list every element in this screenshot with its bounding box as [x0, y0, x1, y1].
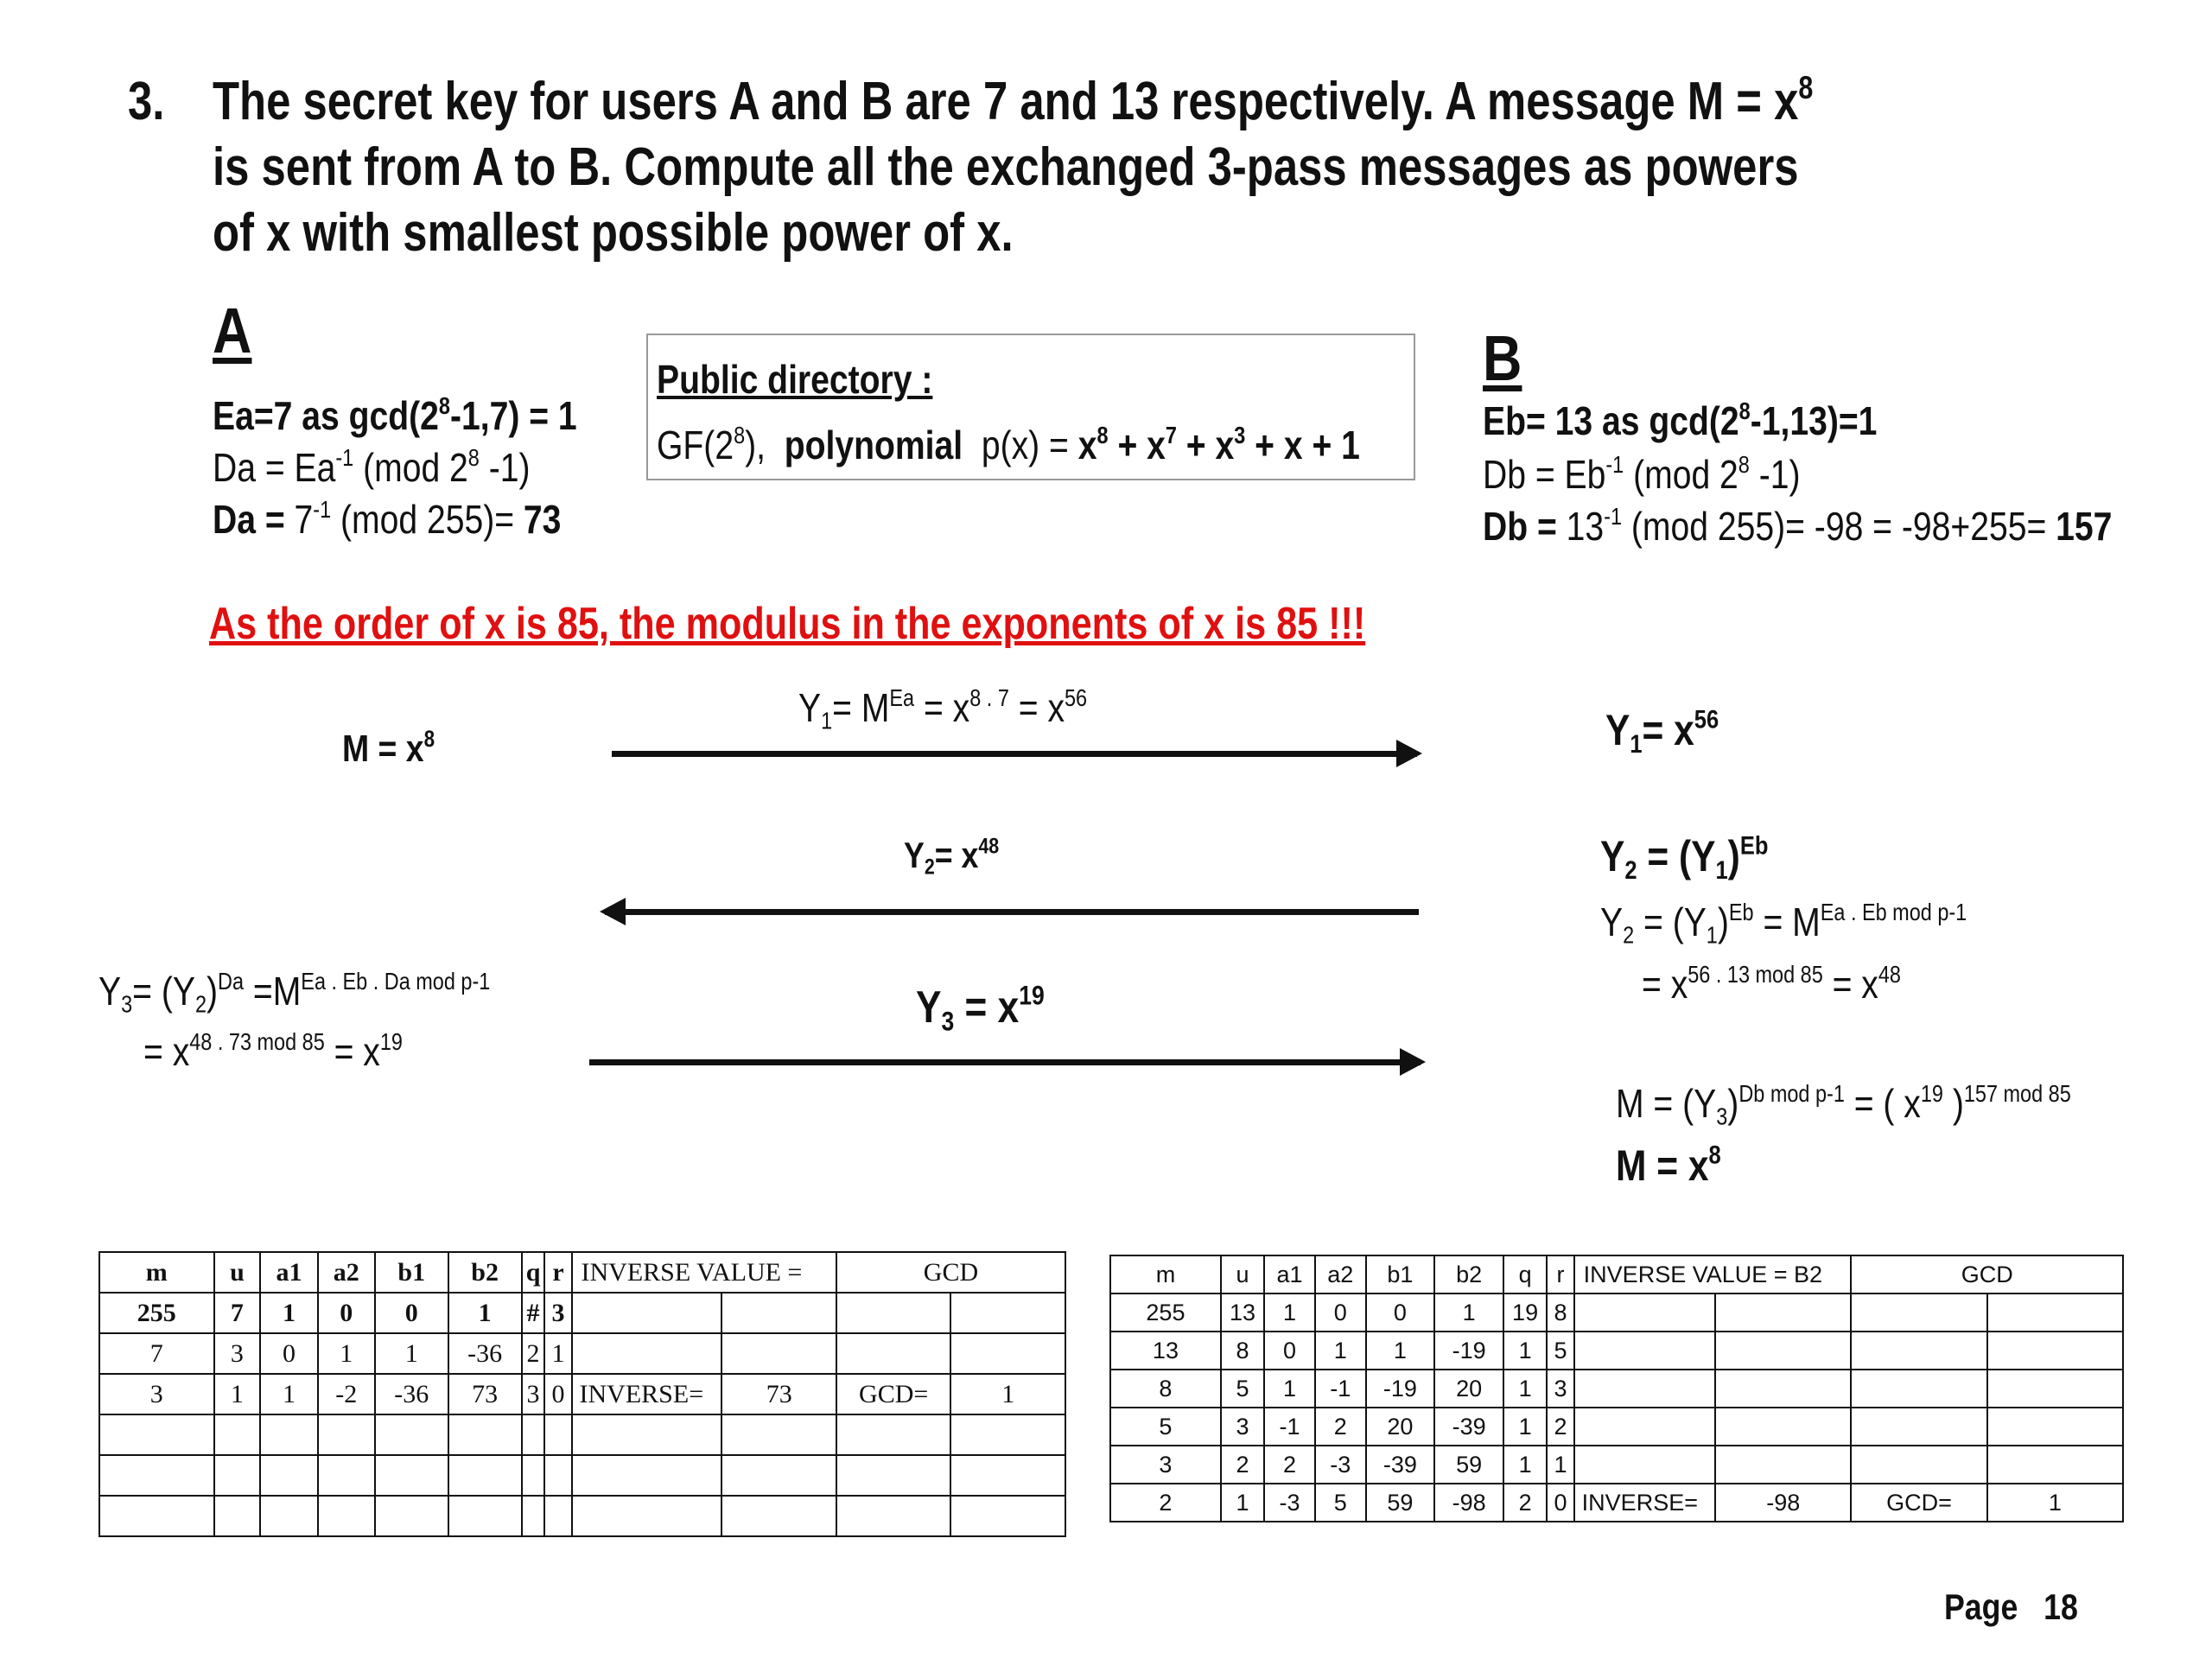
table-cell: 73 — [448, 1374, 522, 1414]
table-cell: 1 — [544, 1333, 571, 1374]
arrow-a-to-b-2 — [589, 1059, 1421, 1065]
table-cell — [572, 1293, 722, 1333]
page-number: Page 18 — [1944, 1586, 2078, 1627]
table-cell — [572, 1455, 722, 1496]
table-cell — [1851, 1332, 1986, 1370]
table-cell: 1 — [1315, 1332, 1366, 1370]
table-cell: 8 — [1221, 1332, 1264, 1370]
m-recovery: $M = (Y_3)^{Db mod p-1}$ = ( $x^{19}$ )$^{157 mod 85}$ — [1616, 1080, 2071, 1130]
table-cell: -19 — [1366, 1370, 1435, 1408]
table-header: INVERSE VALUE = — [572, 1252, 836, 1293]
table-cell — [1715, 1294, 1851, 1332]
table-cell — [836, 1293, 951, 1333]
table-cell: 3 — [544, 1293, 571, 1333]
table-cell — [375, 1455, 448, 1496]
y2-arrow-label: $Y_2= x^{48}$ — [904, 834, 1000, 880]
table-cell — [522, 1496, 545, 1536]
arrow-a-to-b-1 — [612, 751, 1417, 757]
table-cell — [1574, 1370, 1716, 1408]
table-header: b1 — [1366, 1255, 1435, 1294]
table-row — [1110, 1484, 2123, 1522]
y3-def: $Y_3= (Y_2)^{Da} =M^{Ea . Eb . Da mod p-1}$ — [99, 968, 491, 1018]
inverse-table-b — [1109, 1255, 2124, 1522]
table-cell: 19 — [1503, 1294, 1547, 1332]
table-cell: -19 — [1434, 1332, 1503, 1370]
question-line-1: The secret key for users A and B are 7 and 13 respectively. A message $M = x^8$ — [213, 68, 1814, 131]
table-cell: 13 — [1110, 1332, 1221, 1370]
table-row — [99, 1374, 1065, 1414]
y1-received: $Y_1= x^{56}$ — [1605, 705, 1719, 759]
table-cell — [544, 1455, 571, 1496]
table-cell — [522, 1414, 545, 1455]
table-cell: -2 — [318, 1374, 375, 1414]
table-cell: -98 — [1434, 1484, 1503, 1522]
table-row — [1110, 1446, 2123, 1484]
table-cell: 255 — [1110, 1294, 1221, 1332]
party-a-label: A — [213, 295, 252, 366]
table-cell: 2 — [1503, 1484, 1547, 1522]
table-header: u — [1221, 1255, 1264, 1294]
table-cell — [1851, 1446, 1986, 1484]
table-cell: -39 — [1434, 1408, 1503, 1446]
table-cell: 3 — [1547, 1370, 1573, 1408]
table-cell — [1987, 1294, 2123, 1332]
table-cell: 1 — [260, 1374, 317, 1414]
table-cell: 2 — [522, 1333, 545, 1374]
table-cell — [1574, 1446, 1716, 1484]
table-cell: 3 — [522, 1374, 545, 1414]
table-cell — [1574, 1294, 1716, 1332]
table-cell: 1 — [214, 1374, 261, 1414]
table-cell: 73 — [721, 1374, 836, 1414]
table-cell: 2 — [1264, 1446, 1315, 1484]
table-cell — [950, 1455, 1065, 1496]
table-header: r — [544, 1252, 571, 1293]
public-directory-polynomial: $GF(2^8)$, polynomial $p(x) = x^8 + x^7 + x^3 + x + 1$ — [657, 422, 1360, 467]
table-cell: 3 — [214, 1333, 261, 1374]
table-cell — [375, 1414, 448, 1455]
table-cell: 1 — [1547, 1446, 1573, 1484]
table-cell — [99, 1414, 214, 1455]
table-cell — [572, 1333, 722, 1374]
table-cell — [260, 1414, 317, 1455]
table-cell: INVERSE= — [1574, 1484, 1716, 1522]
table-row — [99, 1333, 1065, 1374]
table-cell: 2 — [1110, 1484, 1221, 1522]
table-header: q — [1503, 1255, 1547, 1294]
table-cell: -1 — [1315, 1370, 1366, 1408]
y3-arrow-label: $Y_3 = x^{19}$ — [916, 980, 1045, 1037]
table-cell — [1715, 1408, 1851, 1446]
y2-def: $Y_2 = (Y_1)^{Eb}$ — [1600, 831, 1769, 885]
question-number: 3. — [128, 72, 165, 131]
table-cell: 1 — [1264, 1294, 1315, 1332]
table-header: a1 — [1264, 1255, 1315, 1294]
table-cell — [836, 1496, 951, 1536]
table-cell — [448, 1414, 522, 1455]
table-cell — [448, 1455, 522, 1496]
table-header: u — [214, 1252, 261, 1293]
table-cell: 1 — [1503, 1446, 1547, 1484]
table-cell: 255 — [99, 1293, 214, 1333]
table-header: q — [522, 1252, 545, 1293]
table-cell — [836, 1333, 951, 1374]
table-row — [99, 1414, 1065, 1455]
table-cell: -36 — [375, 1374, 448, 1414]
message-m: $M = x^8$ — [342, 725, 435, 770]
table-cell: -3 — [1315, 1446, 1366, 1484]
table-cell — [544, 1496, 571, 1536]
table-header: b2 — [1434, 1255, 1503, 1294]
table-cell: 1 — [318, 1333, 375, 1374]
table-cell: 8 — [1110, 1370, 1221, 1408]
table-cell — [260, 1455, 317, 1496]
table-cell: 7 — [214, 1293, 261, 1333]
table-cell — [950, 1414, 1065, 1455]
table-cell: 1 — [1221, 1484, 1264, 1522]
table-header-row — [99, 1252, 1065, 1293]
table-cell — [448, 1496, 522, 1536]
table-cell: 2 — [1547, 1408, 1573, 1446]
table-cell: 2 — [1315, 1408, 1366, 1446]
table-cell: 1 — [1503, 1408, 1547, 1446]
table-cell — [99, 1496, 214, 1536]
table-cell: 3 — [1110, 1446, 1221, 1484]
table-cell: 5 — [1547, 1332, 1573, 1370]
table-cell — [318, 1414, 375, 1455]
table-cell — [950, 1333, 1065, 1374]
table-cell — [375, 1496, 448, 1536]
table-cell: 5 — [1110, 1408, 1221, 1446]
table-cell — [1987, 1446, 2123, 1484]
table-header: r — [1547, 1255, 1573, 1294]
table-cell — [214, 1455, 261, 1496]
table-cell: 1 — [950, 1374, 1065, 1414]
table-row — [1110, 1294, 2123, 1332]
party-a-da-def: $Da = Ea^{-1}$ (mod $2^8$ -1) — [213, 444, 531, 490]
y2-result: = $x^{56 . 13 mod 85} = x^{48}$ — [1642, 961, 1901, 1007]
table-cell — [836, 1414, 951, 1455]
table-cell: 1 — [1987, 1484, 2123, 1522]
table-cell — [99, 1455, 214, 1496]
table-cell: 1 — [1503, 1332, 1547, 1370]
table-cell — [572, 1496, 722, 1536]
table-cell: GCD= — [1851, 1484, 1986, 1522]
table-cell: 20 — [1366, 1408, 1435, 1446]
table-cell — [836, 1455, 951, 1496]
table-cell: 1 — [1366, 1332, 1435, 1370]
question-line-3: of x with smallest possible power of x. — [213, 203, 1014, 263]
table-cell: 0 — [1547, 1484, 1573, 1522]
table-cell: 59 — [1366, 1484, 1435, 1522]
table-row — [99, 1293, 1065, 1333]
table-cell: 0 — [1264, 1332, 1315, 1370]
table-header: GCD — [1851, 1255, 2123, 1294]
table-cell — [1574, 1408, 1716, 1446]
table-cell — [721, 1333, 836, 1374]
table-cell: -36 — [448, 1333, 522, 1374]
table-row — [1110, 1370, 2123, 1408]
table-cell — [1851, 1370, 1986, 1408]
table-cell — [318, 1455, 375, 1496]
party-a-ea: Ea=7 as $\gcd(2^8-1,7) = 1$ — [213, 392, 577, 438]
inverse-table-a — [99, 1251, 1066, 1537]
table-cell: 1 — [375, 1333, 448, 1374]
table-cell: -98 — [1715, 1484, 1851, 1522]
party-b-label: B — [1483, 322, 1522, 394]
table-cell: 1 — [260, 1293, 317, 1333]
table-cell: 0 — [375, 1293, 448, 1333]
table-header: a1 — [260, 1252, 317, 1293]
table-cell: 1 — [1434, 1294, 1503, 1332]
table-cell — [522, 1455, 545, 1496]
table-header: INVERSE VALUE = B2 — [1574, 1255, 1852, 1294]
table-cell — [721, 1293, 836, 1333]
table-header: b1 — [375, 1252, 448, 1293]
table-cell: 5 — [1221, 1370, 1264, 1408]
table-cell: 0 — [318, 1293, 375, 1333]
arrow-b-to-a — [605, 909, 1419, 915]
table-row — [1110, 1408, 2123, 1446]
table-cell: -3 — [1264, 1484, 1315, 1522]
table-cell: 8 — [1547, 1294, 1573, 1332]
table-row — [1110, 1332, 2123, 1370]
table-cell — [214, 1414, 261, 1455]
table-row — [99, 1496, 1065, 1536]
table-cell: # — [522, 1293, 545, 1333]
table-header: GCD — [836, 1252, 1065, 1293]
table-cell: 7 — [99, 1333, 214, 1374]
table-cell — [950, 1293, 1065, 1333]
table-cell: 13 — [1221, 1294, 1264, 1332]
table-cell — [721, 1496, 836, 1536]
table-cell — [318, 1496, 375, 1536]
table-cell — [260, 1496, 317, 1536]
table-header-row — [1110, 1255, 2123, 1294]
table-cell: 1 — [1503, 1370, 1547, 1408]
table-cell: 3 — [1221, 1408, 1264, 1446]
table-row — [99, 1455, 1065, 1496]
table-cell — [214, 1496, 261, 1536]
table-cell — [572, 1414, 722, 1455]
y2-derivation: $Y_2 = (Y_1)^{Eb} = M^{Ea . Eb mod p-1}$ — [1600, 899, 1967, 949]
table-cell: GCD= — [836, 1374, 951, 1414]
table-cell — [544, 1414, 571, 1455]
table-cell — [1715, 1446, 1851, 1484]
table-cell: 59 — [1434, 1446, 1503, 1484]
table-header: a2 — [1315, 1255, 1366, 1294]
table-cell: 0 — [1366, 1294, 1435, 1332]
table-cell: 2 — [1221, 1446, 1264, 1484]
table-cell — [1851, 1408, 1986, 1446]
table-cell: -39 — [1366, 1446, 1435, 1484]
table-cell — [1987, 1370, 2123, 1408]
table-cell — [721, 1455, 836, 1496]
table-cell: 0 — [1315, 1294, 1366, 1332]
table-cell: 1 — [1264, 1370, 1315, 1408]
table-cell: 0 — [544, 1374, 571, 1414]
table-cell: 5 — [1315, 1484, 1366, 1522]
table-cell — [1987, 1408, 2123, 1446]
table-cell — [1987, 1332, 2123, 1370]
table-cell: INVERSE= — [572, 1374, 722, 1414]
table-cell: 20 — [1434, 1370, 1503, 1408]
question-line-2: is sent from A to B. Compute all the exchanged 3-pass messages as powers — [213, 137, 1799, 197]
y1-arrow-label: $Y_1= M^{Ea} = x^{8 . 7} = x^{56}$ — [798, 684, 1088, 734]
table-cell — [950, 1496, 1065, 1536]
table-cell — [1715, 1332, 1851, 1370]
order-note: As the order of x is 85, the modulus in the exponents of x is 85 !!! — [209, 599, 1366, 649]
table-cell — [1574, 1332, 1716, 1370]
table-header: m — [1110, 1255, 1221, 1294]
table-cell — [721, 1414, 836, 1455]
table-cell: 1 — [448, 1293, 522, 1333]
party-b-db-value: $Db = 13^{-1}$ (mod 255)= -98 = -98+255= 157 — [1483, 503, 2113, 549]
table-header: a2 — [318, 1252, 375, 1293]
party-a-da-value: $Da = 7^{-1}$ (mod 255)= 73 — [213, 496, 562, 542]
table-cell: 0 — [260, 1333, 317, 1374]
table-cell: 3 — [99, 1374, 214, 1414]
table-cell — [1851, 1294, 1986, 1332]
table-header: b2 — [448, 1252, 522, 1293]
y3-result: = $x^{48 . 73 mod 85} = x^{19}$ — [143, 1028, 403, 1074]
party-b-eb: Eb= 13 as $\gcd(2^8-1,13)=1$ — [1483, 397, 1878, 443]
public-directory-title: Public directory : — [657, 357, 933, 402]
party-b-db-def: $Db = Eb^{-1}$ (mod $2^8$ -1) — [1483, 451, 1801, 497]
table-cell — [1715, 1370, 1851, 1408]
table-cell: -1 — [1264, 1408, 1315, 1446]
m-final: $M = x^8$ — [1616, 1141, 1721, 1190]
table-header: m — [99, 1252, 214, 1293]
